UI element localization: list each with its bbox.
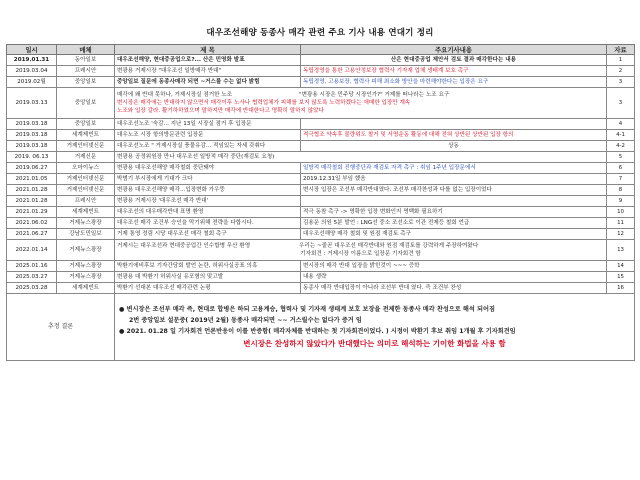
table-row bbox=[7, 88, 635, 119]
row-headline: 대우조선노조 " 거제시장실 풍물유감... 적임있는 자세 갖춰다 bbox=[115, 141, 301, 152]
row-headline: 박환기에비후보 기자간담회 발언 논란, 허위사실공표 의혹 bbox=[115, 261, 301, 272]
header-headline: 제 목 bbox=[115, 45, 301, 55]
row-media: 거제뉴스광장 bbox=[57, 261, 115, 272]
row-content: 독립경영, 고용보장, 협력사 피해 최소화 방안을 마련해야한다는 입장은 요구 bbox=[301, 77, 607, 88]
row-ref: 9 bbox=[607, 196, 635, 207]
row-media: 프레시안 bbox=[57, 66, 115, 77]
row-sub-headline: 매각에 왜 반대 못하나, 거제시장실 점거한 노조 bbox=[117, 92, 233, 98]
row-headline: 변광용 공정위원장 만나 대우조선 일방적 매각 중단(재검토 요청) bbox=[115, 152, 607, 163]
row-ref: 16 bbox=[607, 283, 635, 294]
row-date: 2021.01.28 bbox=[7, 196, 57, 207]
row-headline: 대우조선해양, 현대중공업으로?... 산은 민영화 발표 bbox=[115, 55, 301, 66]
row-date: 2021.01.28 bbox=[7, 185, 57, 196]
row-ref: 2 bbox=[607, 66, 635, 77]
row-date: 2019.03.18 bbox=[7, 130, 57, 141]
row-date: 2021.06.02 bbox=[7, 218, 57, 229]
row-media: 동아일보 bbox=[57, 55, 115, 66]
row-content: 일방적 매각철회 진행중단과 재검토 자격 촉구 : 취임 1주년 입장문에서 bbox=[301, 163, 607, 174]
row-media: 세계제빈트 bbox=[57, 130, 115, 141]
row-ref: 12 bbox=[607, 229, 635, 240]
table-row bbox=[7, 55, 635, 66]
row-ref: 1 bbox=[607, 55, 635, 66]
row-headline: 변광용 대우조선해양 매각철회 중단돼야 bbox=[115, 163, 301, 174]
row-media: 거제인터넷신문 bbox=[57, 174, 115, 185]
row-sub-content: "변광용 시장은 민주당 시장인가?" 거제를 떠나라는 노조 요구 bbox=[299, 92, 450, 98]
table-row bbox=[7, 119, 635, 130]
row-ref: 15 bbox=[607, 272, 635, 283]
chronology-table bbox=[6, 44, 635, 361]
table-row bbox=[7, 77, 635, 88]
row-content: 동종사 매각 반대입장이 아니라 조선부 반대 였다. 즉 조건부 찬성 bbox=[301, 283, 607, 294]
table-row bbox=[7, 207, 635, 218]
row-media: 중앙일보 bbox=[57, 77, 115, 88]
row-date: 2021.01.29 bbox=[7, 207, 57, 218]
row-date: 2019.01.31 bbox=[7, 55, 57, 66]
row-content: 김용운 의원 5분 발언 : LNG선 중소 조선소로 이관 전제등 철회 언급 bbox=[301, 218, 607, 229]
row-date: 2019. 06.13 bbox=[7, 152, 57, 163]
row-media: 거제뉴스광장 bbox=[57, 218, 115, 229]
row-headline: 거제 통영 정림 시당 대우조선 매각 철회 촉구 bbox=[115, 229, 301, 240]
row-headline: 박범기 부시장에게 기대가 크다 bbox=[115, 174, 301, 185]
table-row bbox=[7, 141, 635, 152]
row-media: 세계제빈트 bbox=[57, 207, 115, 218]
row-headline: 대우조선 매각 조건부 승인을 막기위해 전략을 다합시다. bbox=[115, 218, 301, 229]
table-row bbox=[7, 185, 635, 196]
header-ref: 자료 bbox=[607, 45, 635, 55]
document-title: 대우조선해양 동종사 매각 관련 주요 기사 내용 연대기 정리 bbox=[206, 28, 434, 38]
row-media: 오마이뉴스 bbox=[57, 163, 115, 174]
conclusion-final: 변시장은 찬성하지 않았다가 반대했다는 의미로 해석하는 기이한 화법을 사용 함 bbox=[243, 338, 506, 348]
conclusion-body bbox=[115, 294, 635, 361]
row-media: 프레시안 bbox=[57, 196, 115, 207]
table-row bbox=[7, 66, 635, 77]
table-row bbox=[7, 272, 635, 283]
row-date: 2019.03.13 bbox=[7, 88, 57, 119]
row-headline: 대우조선의 대우매각반대 표명 환영 bbox=[115, 207, 301, 218]
row-content: 대우조선해양 매각 철회 및 원점 재검토 촉구 bbox=[301, 229, 607, 240]
row-ref: 6 bbox=[607, 163, 635, 174]
row-media: 세계제빈트 bbox=[57, 283, 115, 294]
conclusion-bullet-sub: 2번 중앙일보 설문중( 2019년 2월) 동종사 매각되면 ~~ 거스릴수는 없다가 증거 임 bbox=[129, 316, 362, 324]
row-content: 독립경영을 통한 고용안정보장 협력사 기자재 업체 생태계 보호 촉구 bbox=[301, 66, 607, 77]
row-headline: 박환기 선대본 대우조선 매각관련 논평 bbox=[115, 283, 301, 294]
row-merged-content bbox=[115, 240, 607, 261]
conclusion-row bbox=[7, 294, 635, 361]
row-ref: 7 bbox=[607, 174, 635, 185]
row-date: 2019.03.18 bbox=[7, 141, 57, 152]
row-headline: 중앙일보 질문에 동종사매각 되면 ~거스를 수는 없다 밝힘 bbox=[115, 77, 301, 88]
row-date: 2025.01.16 bbox=[7, 261, 57, 272]
row-ref: 4-1 bbox=[607, 130, 635, 141]
row-content: 변시장 입장은 조선부 매각반대였다. 조선부 매각찬성과 다를 없는 입장이었다 bbox=[301, 185, 607, 196]
row-headline: 변광용 대 박환기 허위사실 유포혐의 맞고발 bbox=[115, 272, 301, 283]
row-date: 2022.01.14 bbox=[7, 240, 57, 261]
row-media: 중앙일보 bbox=[57, 88, 115, 119]
row-date: 2019.03.18 bbox=[7, 119, 57, 130]
conclusion-bullet: ● 변시장은 조선부 매각 즉, 현대로 합병은 하되 고용계승, 협력사 및 기자재 생태계 보호 보장을 전제한 동종사 매각 찬성으로 해석 되어짐 bbox=[119, 305, 495, 313]
row-content: 산은 현대중공업 제안서 검토 결과 매각한다는 내용 bbox=[301, 55, 607, 66]
row-ref: 11 bbox=[607, 218, 635, 229]
row-ref: 4-2 bbox=[607, 141, 635, 152]
table-row bbox=[7, 152, 635, 163]
row-ref: 5 bbox=[607, 152, 635, 163]
row-merged-content bbox=[115, 88, 607, 119]
row-content: 변시장의 매각 반대 입장을 밝힌것이 ~~~ 증학 bbox=[301, 261, 607, 272]
table-row bbox=[7, 163, 635, 174]
row-content: 적극 동참 촉구 -> 명확한 입장 변화인지 명백화 필요하기 bbox=[301, 207, 607, 218]
row-ref: 4 bbox=[607, 119, 635, 130]
row-content bbox=[301, 196, 607, 207]
row-content: 내용 생략 bbox=[301, 272, 607, 283]
row-media: 거제뉴스광장 bbox=[57, 272, 115, 283]
conclusion-bullet: ● 2021. 01.28 일 기자회견 언론반응이 이를 반증함( 매각자체를 반대하는 첫 기자회견이었다. ) 시정이 박환기 후보 취임 1개월 후 기자회견임 bbox=[119, 327, 516, 335]
row-body-line: 변시장은 매각에는 반대하지 않으면서 매각이후 노사나 협력업체가 피해를 보지 않도록 노력하겠다는 애매한 입장만 계속 bbox=[117, 100, 411, 106]
table-row bbox=[7, 283, 635, 294]
row-content bbox=[301, 119, 607, 130]
table-row bbox=[7, 240, 635, 261]
row-date: 2025.03.27 bbox=[7, 272, 57, 283]
table-row bbox=[7, 218, 635, 229]
row-headline: 변광용 거제시장 '대우조선 매각 반대' bbox=[115, 196, 301, 207]
row-ref: 8 bbox=[607, 185, 635, 196]
row-headline: 대우노조 시장 항의방문관련 입장문 bbox=[115, 130, 301, 141]
row-date: 2019.06.27 bbox=[7, 163, 57, 174]
row-media: 거제뉴스광장 bbox=[57, 240, 115, 261]
header-date: 일시 bbox=[7, 45, 57, 55]
row-media: 중앙일보 bbox=[57, 119, 115, 130]
row-sub-content: 기자회견 : 거제시장 이름으로 입장문 기자회견 함 bbox=[300, 251, 421, 257]
table-row bbox=[7, 196, 635, 207]
table-row bbox=[7, 174, 635, 185]
row-date: 2019.03.04 bbox=[7, 66, 57, 77]
row-body-line: 노조와 입장 갈라. 활기하하였으며 말하지만 매각에 반대한다고 명확히 말하지 않았다 bbox=[117, 108, 324, 114]
row-content: 2019.12.31일 부임 했음 bbox=[301, 174, 607, 185]
row-content: 적극협조 약속후 물량위도 철거 및 서명운동 활동에 대해 전혀 상반된 상반된 입장 항의 bbox=[301, 130, 607, 141]
row-date: 2025.03.28 bbox=[7, 283, 57, 294]
table-header-row bbox=[7, 45, 635, 55]
row-ref: 10 bbox=[607, 207, 635, 218]
row-media: 거제인터넷신문 bbox=[57, 141, 115, 152]
row-media: 거제인터넷신문 bbox=[57, 185, 115, 196]
row-date: 2021.06.27 bbox=[7, 229, 57, 240]
table-row bbox=[7, 229, 635, 240]
row-date: 2021.01.05 bbox=[7, 174, 57, 185]
row-ref: 3 bbox=[607, 77, 635, 88]
row-media: 거제신문 bbox=[57, 152, 115, 163]
row-content: 상동 bbox=[301, 141, 607, 152]
row-ref: 14 bbox=[607, 261, 635, 272]
row-headline: 대우조선노조 '숙감... 지난 13일 시장실 점거 후 입장문 bbox=[115, 119, 301, 130]
row-headline: 변광용 대우조선해양 매각...입장변화 가우뚱 bbox=[115, 185, 301, 196]
conclusion-label: 추정 결론 bbox=[7, 294, 115, 361]
header-content: 주요기사내용 bbox=[301, 45, 607, 55]
row-content: 우리는 ~줄곧 대우조선 매각반대와 원점 재검토를 강력하게 주장하여왔다 bbox=[299, 243, 479, 249]
row-ref: 13 bbox=[607, 240, 635, 261]
row-media: 강남도민일보 bbox=[57, 229, 115, 240]
row-ref: 3 bbox=[607, 88, 635, 119]
row-headline: 변광용 거제시장 "대우조선 일방매각 반대" bbox=[115, 66, 301, 77]
table-row bbox=[7, 130, 635, 141]
row-headline: 거제시는 대우조선과 현대중공업간 인수합병 무산 환영 bbox=[117, 243, 251, 249]
header-media: 매체 bbox=[57, 45, 115, 55]
table-row bbox=[7, 261, 635, 272]
row-date: 2019.02월 bbox=[7, 77, 57, 88]
